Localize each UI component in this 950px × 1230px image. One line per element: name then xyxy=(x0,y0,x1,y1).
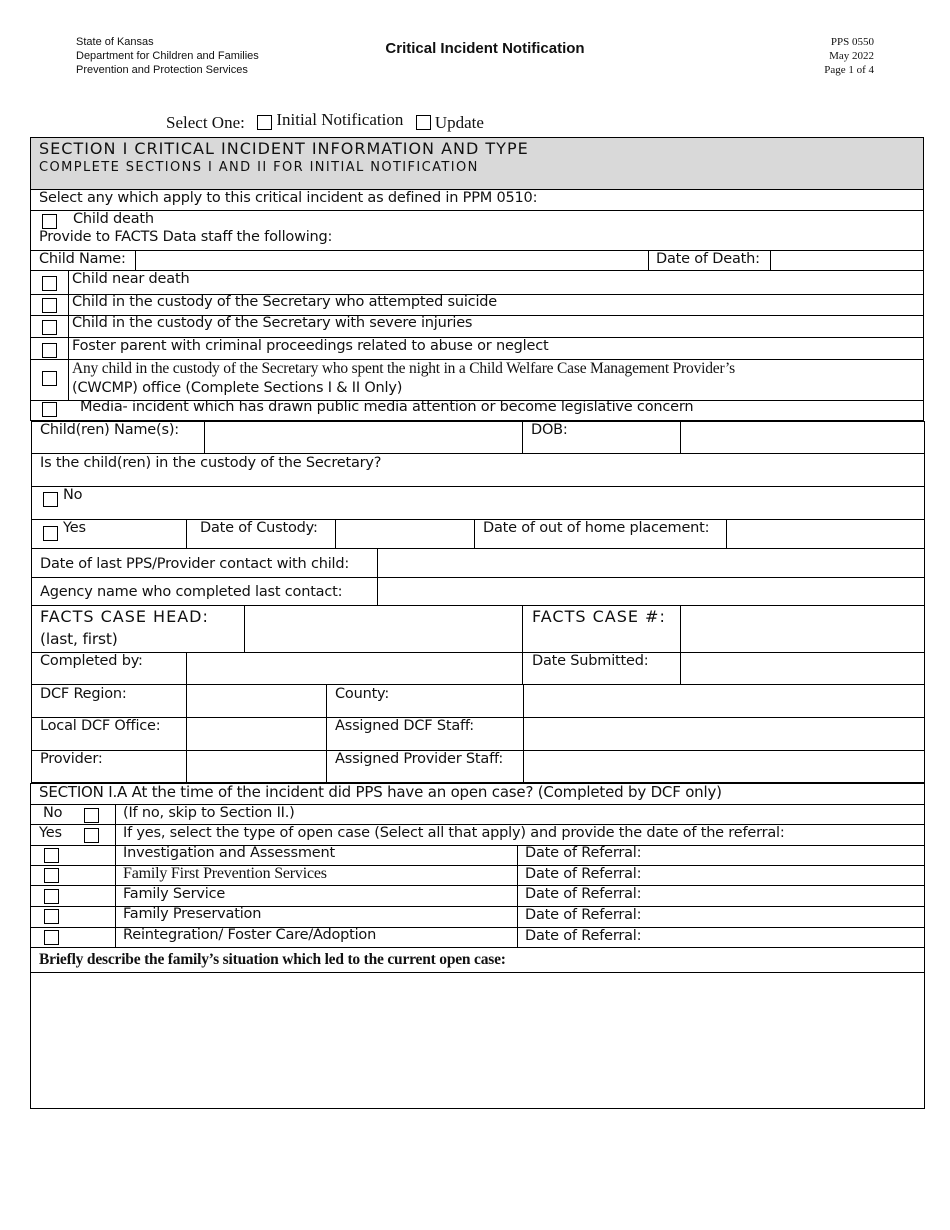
open-case-no-note: (If no, skip to Section II.) xyxy=(123,805,295,821)
incident-night-office-line1: Any child in the custody of the Secretary who spent the night in a Child Welfare Case Management Provider’s xyxy=(72,360,735,377)
open-case-no-checkbox[interactable] xyxy=(84,808,99,823)
child-death-label: Child death xyxy=(73,211,154,227)
case-type-reintegration: Reintegration/ Foster Care/Adoption xyxy=(123,927,377,943)
dcf-region-label: DCF Region: xyxy=(40,686,127,702)
last-contact-label: Date of last PPS/Provider contact with child: xyxy=(40,556,350,572)
assigned-dcf-label: Assigned DCF Staff: xyxy=(335,718,474,734)
child-death-checkbox[interactable] xyxy=(42,214,57,229)
placement-date-input[interactable] xyxy=(727,520,924,548)
referral-date-label-1: Date of Referral: xyxy=(525,845,642,861)
custody-question: Is the child(ren) in the custody of the Secretary? xyxy=(40,455,382,471)
date-submitted-label: Date Submitted: xyxy=(532,653,649,669)
agency-contact-label: Agency name who completed last contact: xyxy=(40,584,343,600)
incident-child-near-death: Child near death xyxy=(72,271,190,287)
provider-input[interactable] xyxy=(187,751,326,783)
child-names-label: Child(ren) Name(s): xyxy=(40,422,179,438)
incident-night-office-line2: (CWCMP) office (Complete Sections I & II Only) xyxy=(72,380,403,396)
assigned-dcf-input[interactable] xyxy=(524,718,924,750)
select-prompt: Select any which apply to this critical incident as defined in PPM 0510: xyxy=(39,190,538,206)
open-case-no-label: No xyxy=(43,805,63,821)
incident-media: Media- incident which has drawn public media attention or become legislative concern xyxy=(80,399,694,415)
referral-date-input-2[interactable] xyxy=(645,866,923,885)
custody-no-checkbox[interactable] xyxy=(43,492,58,507)
agency-contact-input[interactable] xyxy=(378,578,924,605)
last-contact-input[interactable] xyxy=(378,549,924,577)
date-of-custody-input[interactable] xyxy=(336,520,474,548)
section-1-subtitle: COMPLETE SECTIONS I AND II FOR INITIAL NOTIFICATION xyxy=(39,160,479,175)
case-type-investigation: Investigation and Assessment xyxy=(123,845,335,861)
page-title: Critical Incident Notification xyxy=(385,40,585,57)
facts-case-head-sub: (last, first) xyxy=(40,630,118,648)
page-number: Page 1 of 4 xyxy=(824,64,874,76)
agency-state: State of Kansas xyxy=(76,36,154,48)
family-preservation-checkbox[interactable] xyxy=(44,909,59,924)
referral-date-label-4: Date of Referral: xyxy=(525,907,642,923)
family-first-checkbox[interactable] xyxy=(44,868,59,883)
date-of-death-input[interactable] xyxy=(771,251,923,270)
referral-date-input-4[interactable] xyxy=(645,907,923,926)
facts-case-head-label: FACTS CASE HEAD: xyxy=(40,607,209,626)
local-office-label: Local DCF Office: xyxy=(40,718,161,734)
incident-severe-injuries: Child in the custody of the Secretary with severe injuries xyxy=(72,315,473,331)
select-one-label: Select One: xyxy=(166,113,245,132)
night-in-office-checkbox[interactable] xyxy=(42,371,57,386)
incident-foster-parent: Foster parent with criminal proceedings related to abuse or neglect xyxy=(72,338,549,354)
facts-case-number-input[interactable] xyxy=(681,606,924,652)
referral-date-input-5[interactable] xyxy=(645,928,923,947)
referral-date-input-3[interactable] xyxy=(645,886,923,905)
placement-date-label: Date of out of home placement: xyxy=(483,520,710,536)
local-office-input[interactable] xyxy=(187,718,326,750)
dob-label: DOB: xyxy=(531,422,568,438)
case-type-family-preservation: Family Preservation xyxy=(123,906,262,922)
custody-yes-checkbox[interactable] xyxy=(43,526,58,541)
case-type-family-service: Family Service xyxy=(123,886,226,902)
investigation-checkbox[interactable] xyxy=(44,848,59,863)
child-names-input[interactable] xyxy=(205,422,522,453)
child-near-death-checkbox[interactable] xyxy=(42,276,57,291)
referral-date-label-3: Date of Referral: xyxy=(525,886,642,902)
case-type-family-first: Family First Prevention Services xyxy=(123,865,327,882)
date-submitted-input[interactable] xyxy=(681,653,924,684)
open-case-yes-note: If yes, select the type of open case (Select all that apply) and provide the date of the referral: xyxy=(123,825,785,841)
facts-case-number-label: FACTS CASE #: xyxy=(532,607,666,626)
select-one-row xyxy=(166,110,484,133)
child-name-input[interactable] xyxy=(136,251,648,270)
form-id: PPS 0550 xyxy=(830,36,874,48)
assigned-provider-label: Assigned Provider Staff: xyxy=(335,751,504,767)
referral-date-label-5: Date of Referral: xyxy=(525,928,642,944)
provider-label: Provider: xyxy=(40,751,103,767)
dcf-region-input[interactable] xyxy=(187,685,326,717)
facts-case-head-input[interactable] xyxy=(245,606,522,652)
assigned-provider-input[interactable] xyxy=(524,751,924,783)
child-name-label: Child Name: xyxy=(39,251,126,267)
county-label: County: xyxy=(335,686,390,702)
custody-no-label: No xyxy=(63,487,83,503)
incident-attempted-suicide: Child in the custody of the Secretary who attempted suicide xyxy=(72,294,498,310)
initial-notification-label: Initial Notification xyxy=(276,110,404,129)
agency-department: Department for Children and Families xyxy=(76,50,259,62)
media-checkbox[interactable] xyxy=(42,402,57,417)
custody-yes-label: Yes xyxy=(63,520,86,536)
severe-injuries-checkbox[interactable] xyxy=(42,320,57,335)
date-of-death-label: Date of Death: xyxy=(656,251,760,267)
update-label: Update xyxy=(434,113,484,132)
open-case-yes-checkbox[interactable] xyxy=(84,828,99,843)
provide-facts-label: Provide to FACTS Data staff the following: xyxy=(39,229,333,245)
describe-situation-textarea[interactable] xyxy=(31,973,924,1108)
referral-date-label-2: Date of Referral: xyxy=(525,866,642,882)
foster-parent-checkbox[interactable] xyxy=(42,343,57,358)
referral-date-input-1[interactable] xyxy=(645,846,923,865)
describe-situation-label: Briefly describe the family’s situation which led to the current open case: xyxy=(39,951,506,968)
date-of-custody-label: Date of Custody: xyxy=(200,520,318,536)
dob-input[interactable] xyxy=(681,422,924,453)
open-case-yes-label: Yes xyxy=(39,825,62,841)
family-service-checkbox[interactable] xyxy=(44,889,59,904)
initial-notification-checkbox[interactable] xyxy=(257,115,272,130)
section-1a-title: SECTION I.A At the time of the incident did PPS have an open case? (Completed by DCF only) xyxy=(39,783,722,801)
completed-by-input[interactable] xyxy=(187,653,522,684)
county-input[interactable] xyxy=(524,685,924,717)
agency-division: Prevention and Protection Services xyxy=(76,64,248,76)
section-1-title: SECTION I CRITICAL INCIDENT INFORMATION AND TYPE xyxy=(39,139,529,158)
reintegration-checkbox[interactable] xyxy=(44,930,59,945)
form-date: May 2022 xyxy=(829,50,874,62)
completed-by-label: Completed by: xyxy=(40,653,143,669)
update-checkbox[interactable] xyxy=(416,115,431,130)
attempted-suicide-checkbox[interactable] xyxy=(42,298,57,313)
form-meta xyxy=(824,35,874,77)
